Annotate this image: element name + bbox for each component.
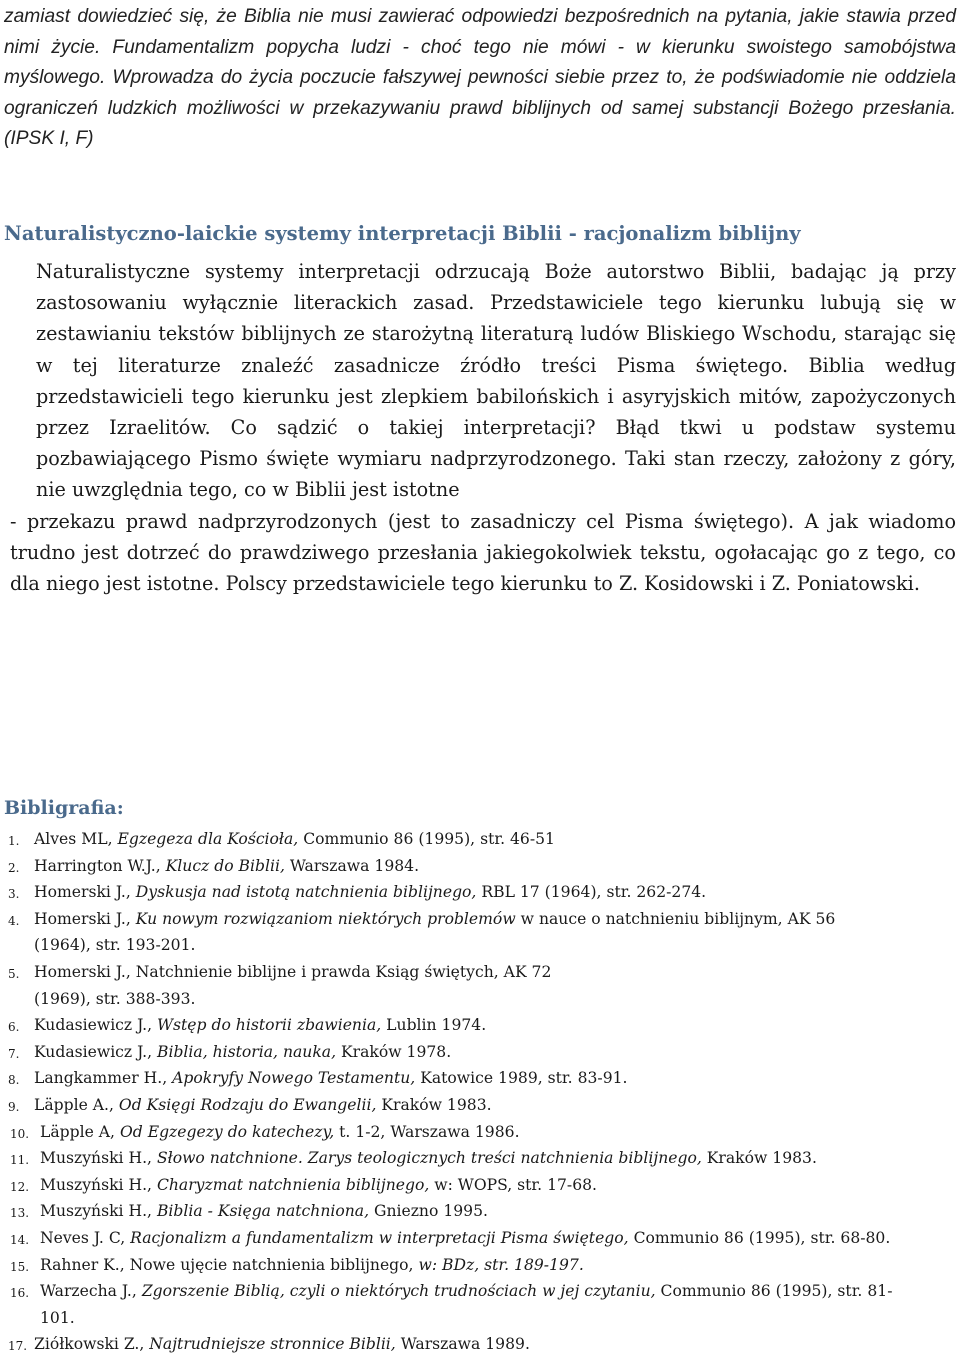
item-author: Läpple A., — [34, 1095, 119, 1114]
item-details: w nauce o natchnieniu biblijnym, AK 56 (1964), str. 193-201. — [34, 909, 836, 955]
bibliography-list — [0, 826, 960, 1358]
bibliography-item — [0, 1065, 960, 1092]
item-number: 14. — [10, 1232, 30, 1247]
bibliography-item — [0, 1145, 960, 1172]
item-author: Neves J. C, — [40, 1228, 131, 1247]
item-number: 10. — [10, 1126, 30, 1141]
item-number: 9. — [8, 1099, 20, 1114]
intro-paragraph: zamiast dowiedzieć się, że Biblia nie musi zawierać odpowiedzi bezpośrednich na pytania, jakie stawia przed nimi życie. Fundamentalizm popycha ludzi - choć tego nie mówi - w kierunku swoistego samobójstwa myślowego. Wprowadza do życia poczucie fałszywej pewności siebie przez to, że podświadomie nie oddziela ograniczeń ludzkich możliwości w przekazywaniu prawd biblijnych od samej substancji Bożego przesłania. (IPSK I, F) — [4, 6, 956, 149]
item-details: Kraków 1983. — [376, 1095, 492, 1114]
item-details: RBL 17 (1964), str. 262-274. — [476, 883, 707, 902]
item-author: Homerski J., Natchnienie biblijne i prawda Ksiąg świętych, AK 72 (1969), str. 388-393. — [34, 962, 552, 1008]
bibliography-item — [0, 1012, 960, 1039]
item-title: w: BDz, str. 189-197. — [418, 1255, 584, 1274]
item-details: Kraków 1983. — [701, 1149, 817, 1168]
item-number: 11. — [10, 1153, 30, 1168]
item-title: Od Egzegezy do katechezy, — [119, 1122, 335, 1141]
item-title: Biblia, historia, nauka, — [157, 1042, 337, 1061]
item-details: Communio 86 (1995), str. 68-80. — [628, 1228, 891, 1247]
item-title: Biblia - Księga natchniona, — [156, 1202, 370, 1221]
item-title: Zgorszenie Biblią, czyli o niektórych trudnościach w jej czytaniu, — [141, 1282, 656, 1301]
bibliography-item — [0, 1278, 920, 1331]
item-number: 13. — [10, 1206, 30, 1221]
item-number: 7. — [8, 1046, 20, 1061]
bibliography-item — [0, 959, 574, 1012]
item-author: Muszyński H., — [40, 1202, 157, 1221]
item-details: t. 1-2, Warszawa 1986. — [334, 1122, 520, 1141]
bibliography-item — [0, 1198, 960, 1225]
item-title: Ku nowym rozwiązaniom niektórych problemów — [135, 909, 516, 928]
bibliography-item — [0, 879, 960, 906]
item-title: Dyskusja nad istotą natchnienia biblijnego, — [135, 883, 477, 902]
item-title: Wstęp do historii zbawienia, — [157, 1016, 382, 1035]
bibliography-item — [0, 1252, 960, 1279]
section-body — [10, 256, 956, 599]
item-number: 12. — [10, 1179, 30, 1194]
item-details: Lublin 1974. — [381, 1016, 487, 1035]
item-number: 5. — [8, 966, 20, 981]
item-title: Egzegeza dla Kościoła, — [117, 830, 299, 848]
bibliography-item — [0, 1225, 960, 1252]
item-number: 8. — [8, 1073, 20, 1088]
item-title: Klucz do Biblii, — [165, 856, 285, 875]
item-number: 6. — [8, 1020, 20, 1035]
item-details: w: WOPS, str. 17-68. — [429, 1175, 597, 1194]
item-author: Alves ML, — [34, 830, 118, 848]
item-author: Homerski J., — [34, 883, 136, 902]
item-details: Communio 86 (1995), str. 46-51 — [298, 830, 555, 848]
bibliography-item — [0, 1039, 960, 1066]
item-author: Warzecha J., — [40, 1282, 142, 1301]
item-author: Rahner K., Nowe ujęcie natchnienia biblijnego, — [40, 1255, 419, 1274]
bibliography-item — [0, 826, 960, 853]
item-author: Ziółkowski Z., — [34, 1335, 150, 1354]
item-author: Muszyński H., — [40, 1149, 157, 1168]
bibliography-item — [0, 1172, 960, 1199]
item-author: Kudasiewicz J., — [34, 1016, 157, 1035]
item-title: Charyzmat natchnienia biblijnego, — [156, 1175, 430, 1194]
item-author: Muszyński H., — [40, 1175, 157, 1194]
section-heading: Naturalistyczno-laickie systemy interpretacji Biblii - racjonalizm biblijny — [4, 222, 801, 245]
section-paragraph-2: - przekazu prawd nadprzyrodzonych (jest to zasadniczy cel Pisma świętego). A jak wiadomo trudno jest dotrzeć do prawdziwego przesłania jakiegokolwiek tekstu, ogołacając go z tego, co dla niego jest istotne. Polscy przedstawiciele tego kierunku to Z. Kosidowski i Z. Poniatowski. — [10, 509, 956, 596]
item-title: Od Księgi Rodzaju do Ewangelii, — [118, 1095, 377, 1114]
item-number: 1. — [8, 834, 20, 848]
item-title: Racjonalizm a fundamentalizm w interpretacji Pisma świętego, — [130, 1228, 629, 1247]
item-author: Homerski J., — [34, 909, 136, 928]
item-details: Communio 86 (1995), str. 81-101. — [40, 1282, 893, 1327]
item-details: Warszawa 1989. — [395, 1335, 530, 1354]
item-details: Warszawa 1984. — [284, 856, 420, 875]
section-paragraph-1: Naturalistyczne systemy interpretacji odrzucają Boże autorstwo Biblii, badając ją przy zastosowaniu wyłącznie literackich zasad. Przedstawiciele tego kierunku lubują się w zestawianiu tekstów biblijnych ze starożytną literaturą ludów Bliskiego Wschodu, starając się w tej literaturze znaleźć zasadnicze źródło treści Pisma świętego. Biblia według przedstawicieli tego kierunku jest zlepkiem babilońskich i asyryjskich mitów, zapożyczonych przez Izraelitów. Co sądzić o takiej interpretacji? Błąd tkwi u podstaw systemu pozbawiającego Pismo święte wymiaru nadprzyrodzonego. Taki stan rzeczy, założony z góry, nie uwzględnia tego, co w Biblii jest istotne — [36, 260, 956, 502]
item-details: Gniezno 1995. — [369, 1202, 488, 1221]
bibliography-item — [0, 853, 960, 880]
item-author: Harrington W.J., — [34, 856, 166, 875]
item-title: Apokryfy Nowego Testamentu, — [172, 1069, 416, 1088]
item-author: Kudasiewicz J., — [34, 1042, 157, 1061]
item-title: Najtrudniejsze stronnice Biblii, — [149, 1335, 396, 1354]
item-author: Langkammer H., — [34, 1069, 173, 1088]
item-details: Katowice 1989, str. 83-91. — [415, 1069, 628, 1088]
item-number: 2. — [8, 860, 20, 875]
item-number: 17. — [8, 1339, 28, 1354]
bibliography-item — [0, 1119, 960, 1146]
item-number: 15. — [10, 1259, 30, 1274]
item-number: 16. — [10, 1286, 30, 1301]
item-title: Słowo natchnione. Zarys teologicznych treści natchnienia biblijnego, — [156, 1149, 702, 1168]
item-author: Läpple A, — [40, 1122, 120, 1141]
item-number: 3. — [8, 887, 20, 902]
item-number: 4. — [8, 913, 20, 928]
item-details: Kraków 1978. — [336, 1042, 452, 1061]
bibliography-item — [0, 1092, 960, 1119]
bibliography-heading: Bibligrafia: — [4, 797, 124, 819]
bibliography-item — [0, 906, 894, 959]
bibliography-item — [0, 1331, 960, 1358]
